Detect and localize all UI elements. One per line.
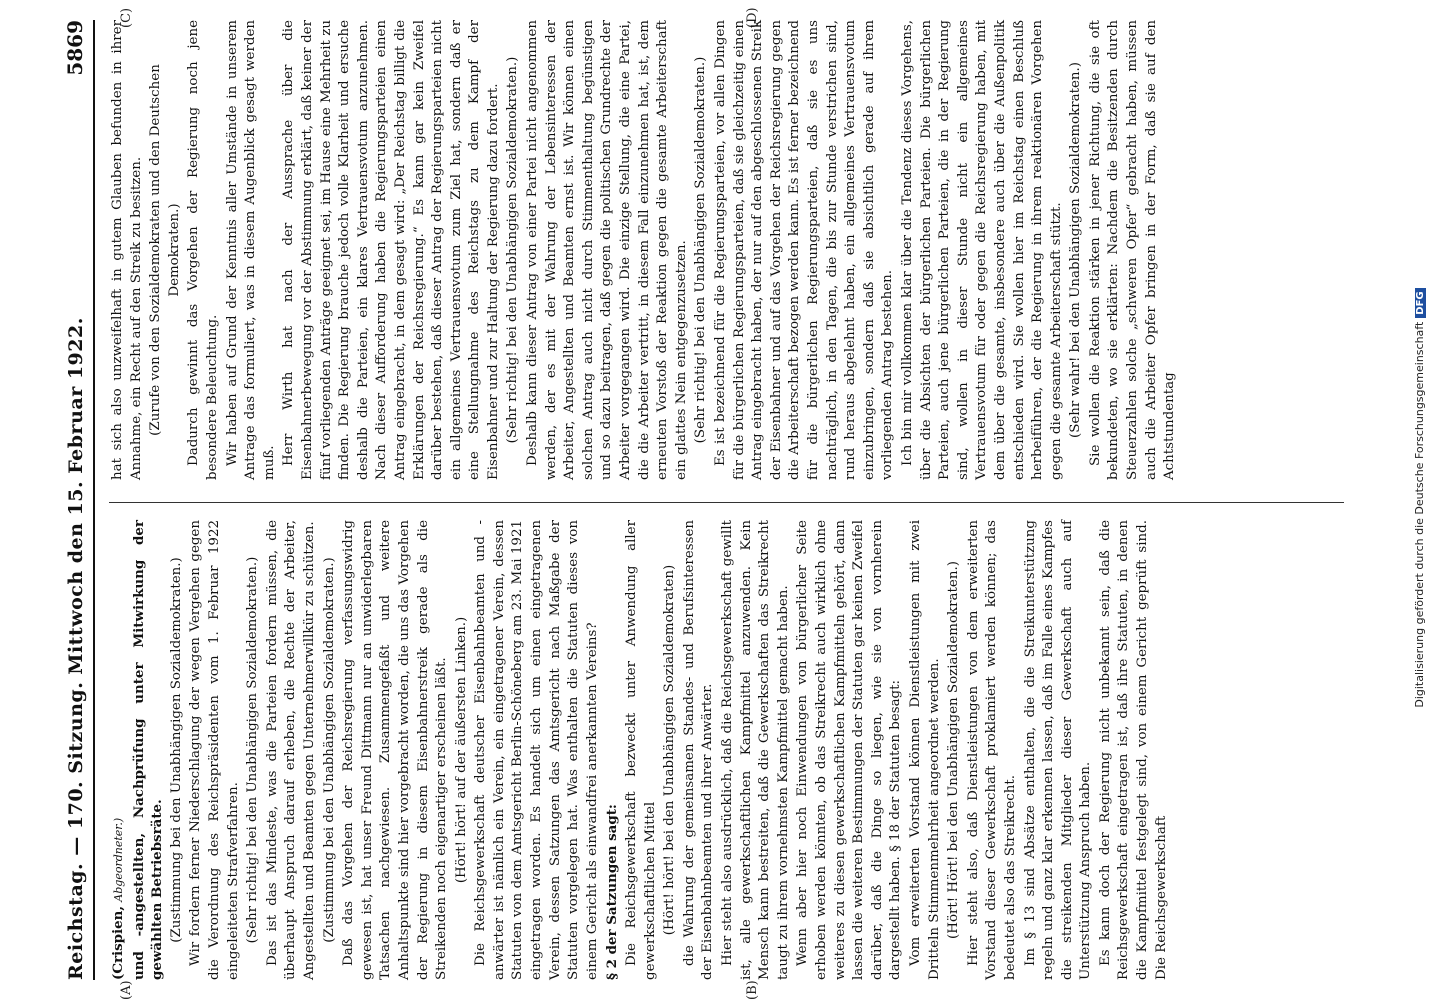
paragraph-section: § 2 der Satzungen sagt: xyxy=(604,804,621,980)
interjection: (Zustimmung bei den Unabhängigen Sozialdemokraten.) xyxy=(321,557,337,943)
margin-label-c: (C) xyxy=(119,7,134,28)
right-column xyxy=(109,20,1181,480)
speaker-line xyxy=(109,520,129,980)
dfg-logo: DFG xyxy=(1415,288,1426,317)
quote: die Wahrung der gemeinsamen Standes- und Berufsinteressen der Eisenbahnbeamten und ihrer Anwärter. xyxy=(681,520,716,980)
paragraph: Das ist das Mindeste, was die Parteien fordern müssen, die überhaupt Anspruch darauf erheben, die Rechte der Arbeiter, Angestellten und Beamten gegen Unternehmerwillkür zu schützen. xyxy=(264,520,317,980)
credit-text: Digitalisierung gefördert durch die Deutsche Forschungsgemeinschaft xyxy=(1413,321,1426,708)
page-header xyxy=(55,20,95,980)
interjection: (Hört! hört! bei den Unabhängigen Sozialdemokraten) xyxy=(662,564,678,936)
speaker-name: (Crispien, xyxy=(110,905,126,980)
quote: Vom erweiterten Vorstand können Dienstleistungen mit zwei Dritteln Stimmenmehrheit angeordnet werden. xyxy=(907,520,942,980)
paragraph: Es ist bezeichnend für die Regierungsparteien, vor allen Dingen für die bürgerlichen Regierungsparteien, daß sie gleichzeitig einen Antrag eingebracht haben, der nur auf den abgeschlossenen Streik der Eisenbahner und auf das Vorgehen der Reichsregierung gegen die Arbeiterschaft bezogen werden kann. Es ist ferner bezeichnend für die bürgerlichen Regierungsparteien, daß sie es uns nachträglich, in den Tagen, die bis zur Stunde verstrichen sind, rund heraus abgelehnt haben, ein allgemeines Vertrauensvotum einzubringen, sondern daß sie absichtlich gerade auf ihrem vorliegenden Antrag bestehen. xyxy=(713,20,896,480)
paragraph: Hier steht also ausdrücklich, daß die Reichsgewerkschaft gewillt ist, alle gewerkschaftlichen Kampfmittel anzuwenden. Kein Mensch kann bestreiten, daß die Gewerkschaften das Streikrecht taugt zu ihrem vornehmsten Kampfmittel gemacht haben. xyxy=(720,520,791,980)
paragraph: Im § 13 sind Absätze enthalten, die die Streikunterstützung regeln und ganz klar erkennen lassen, daß im Falle eines Kampfes die streikenden Mitglieder dieser Gewerkschaft auch auf Unterstützung Anspruch haben. xyxy=(1022,520,1094,980)
interjection: (Sehr richtig! bei den Unabhängigen Sozialdemokraten.) xyxy=(505,56,521,444)
rotated-page xyxy=(55,0,1405,1000)
interjection: (Hört! Hört! bei den Unabhängigen Sozialdemokraten.) xyxy=(946,561,962,939)
paragraph: Daß das Vorgehen der Reichsregierung verfassungswidrig gewesen ist, hat unser Freund Dittmann nur an unwiderlegbaren Tatsachen nachgewiesen. Zusammengefaßt und weitere Anhaltspunkte sind hier vorgebracht worden, die uns das Vorgehen der Regierung in diesem Eisenbahnerstreik gerade als die Streikenden noch eigenartiger erscheinen läßt. xyxy=(341,520,450,980)
page-number: 5869 xyxy=(63,20,87,76)
margin-label-a: (A) xyxy=(119,980,134,1000)
speaker-role: Abgeordneter.) xyxy=(112,817,125,902)
paragraph: hat sich also unzweifelhaft in gutem Glauben befunden in ihrer Annahme, ein Recht auf den Streik zu besitzen. xyxy=(110,20,144,480)
paragraph: Wenn aber hier noch Einwendungen von bürgerlicher Seite erhoben werden könnten, ob das Streikrecht auch wirklich ohne weiteres zu diesen gewerkschaftlichen Kampfmitteln gehört, dann lassen die weiteren Bestimmungen der Statuten gar keinen Zweifel darüber, daß die Dinge so liegen, wie sie von vornherein dargestellt haben. § 18 der Statuten besagt: xyxy=(795,520,904,980)
paragraph: Dadurch gewinnt das Vorgehen der Regierung noch jene besondere Beleuchtung. xyxy=(186,20,220,480)
page-title: Reichstag. — 170. Sitzung. Mittwoch den 15. Februar 1922. xyxy=(65,317,87,980)
interjection: (Sehr richtig! bei den Unabhängigen Sozialdemokraten.) xyxy=(245,556,261,944)
left-column xyxy=(109,520,1172,980)
digitization-credit xyxy=(1412,8,1430,988)
paragraph: Wir haben auf Grund der Kenntnis aller Umstände in unserem Antrage das formuliert, was in diesem Augenblick gesagt werden muß. xyxy=(224,20,277,480)
interjection: (Hört! hört! auf der äußersten Linken.) xyxy=(453,616,469,884)
paragraph: und -angestellten, Nachprüfung unter Mitwirkung der gewählten Betriebsräte. xyxy=(130,520,166,980)
interjection: (Zurufe von den Sozialdemokraten und den Deutschen Demokraten.) xyxy=(148,64,182,436)
paragraph: Hier steht also, daß Dienstleistungen von dem erweiterten Vorstand dieser Gewerkschaft proklamiert werden können; das bedeutet also das Streikrecht. xyxy=(965,520,1018,980)
paragraph: Die Reichsgewerkschaft deutscher Eisenbahnbeamten und -anwärter ist nämlich ein Verein, ein eingetragener Verein, dessen Statuten von dem Amtsgericht Berlin-Schöneberg am 23. Mai 1921 eingetragen worden. Es handelt sich um einen eingetragenen Verein, dessen Satzungen das Amtsgericht nach Maßgabe der Statuten vorgelegen hat. Was enthalten die Statuten dieses von einem Gericht als einwandfrei anerkannten Vereins? xyxy=(473,520,600,980)
interjection: (Sehr richtig! bei den Unabhängigen Sozialdemokraten.) xyxy=(693,56,709,444)
margin-label-d: (D) xyxy=(745,7,760,28)
paragraph: Wir fordern ferner Niederschlagung der wegen Vergehen gegen die Verordnung des Reichspräsidenten vom 1. Februar 1922 eingeleiteten Strafverfahren. xyxy=(188,520,241,980)
paragraph: Deshalb kann dieser Antrag von einer Partei nicht angenommen werden, der es mit der Wahrung der Lebensinteressen der Arbeiter, Angestellten und Beamten ernst ist. Wir können einen solchen Antrag auch nicht durch Stimmenthaltung begünstigen und so dazu beitragen, daß gegen die politischen Grundrechte der Arbeiter vorgegangen wird. Die einzige Stellung, die eine Partei, die die Arbeiter vertritt, in diesem Fall einzunehmen hat, ist, dem erneuten Vorstoß der Reaktion gegen die gesamte Arbeiterschaft ein glattes Nein entgegenzusetzen. xyxy=(525,20,689,480)
interjection: (Sehr wahr! bei den Unabhängigen Sozialdemokraten.) xyxy=(1068,61,1084,439)
margin-label-b: (B) xyxy=(745,980,760,1000)
paragraph: Sie wollen die Reaktion stärken in jener Richtung, die sie oft bekundeten, wo sie erklärten: Nachdem die Besitzenden durch Steuerzahlen solche „schweren Opfer“ gebracht haben, müssen auch die Arbeiter Opfer bringen in der Form, daß sie auf den Achtstundentag xyxy=(1087,20,1178,480)
column-divider xyxy=(109,502,1344,503)
quote: Die Reichsgewerkschaft bezweckt unter Anwendung aller gewerkschaftlichen Mittel xyxy=(624,520,658,980)
paragraph: Ich bin mir vollkommen klar über die Tendenz dieses Vorgehens, über die Absichten der bürgerlichen Parteien. Die bürgerlichen Parteien, auch jene bürgerlichen Parteien, die in der Regierung sind, wollen in dieser Stunde nicht ein allgemeines Vertrauensvotum für oder gegen die Reichsregierung haben, mit dem über die gesamte, insbesondere auch über die Außenpolitik entschieden wird. Sie wollen hier im Reichstag einen Beschluß herbeiführen, der die Regierung in ihrem reaktionären Vorgehen gegen die gesamte Arbeiterschaft stützt. xyxy=(899,20,1064,480)
interjection: (Zustimmung bei den Unabhängigen Sozialdemokraten.) xyxy=(168,557,184,943)
paragraph: Es kann doch der Regierung nicht unbekannt sein, daß die Reichsgewerkschaft eingetragen ist, daß ihre Statuten, in denen die Kampfmittel festgelegt sind, von einem Gericht geprüft sind. Die Reichsgewerkschaft xyxy=(1097,520,1169,980)
paragraph: Herr Wirth hat nach der Aussprache über die Eisenbahnerbewegung vor der Abstimmung erklärt, daß keiner der fünf vorliegenden Anträge geeignet sei, im Hause eine Mehrheit zu finden. Die Regierung brauche jedoch volle Klarheit und ersuche deshalb die Parteien, ein klares Vertrauensvotum anzunehmen. Nach dieser Aufforderung haben die Regierungsparteien einen Antrag eingebracht, in dem gesagt wird: „Der Reichstag billigt die Erklärungen der Reichsregierung.“ Es kann gar kein Zweifel darüber bestehen, daß dieser Antrag der Regierungsparteien nicht ein allgemeines Vertrauensvotum zum Ziel hat, sondern daß er eine Stellungnahme des Reichstags zu dem Kampf der Eisenbahner und zur Haltung der Regierung dazu fordert. xyxy=(281,20,501,480)
